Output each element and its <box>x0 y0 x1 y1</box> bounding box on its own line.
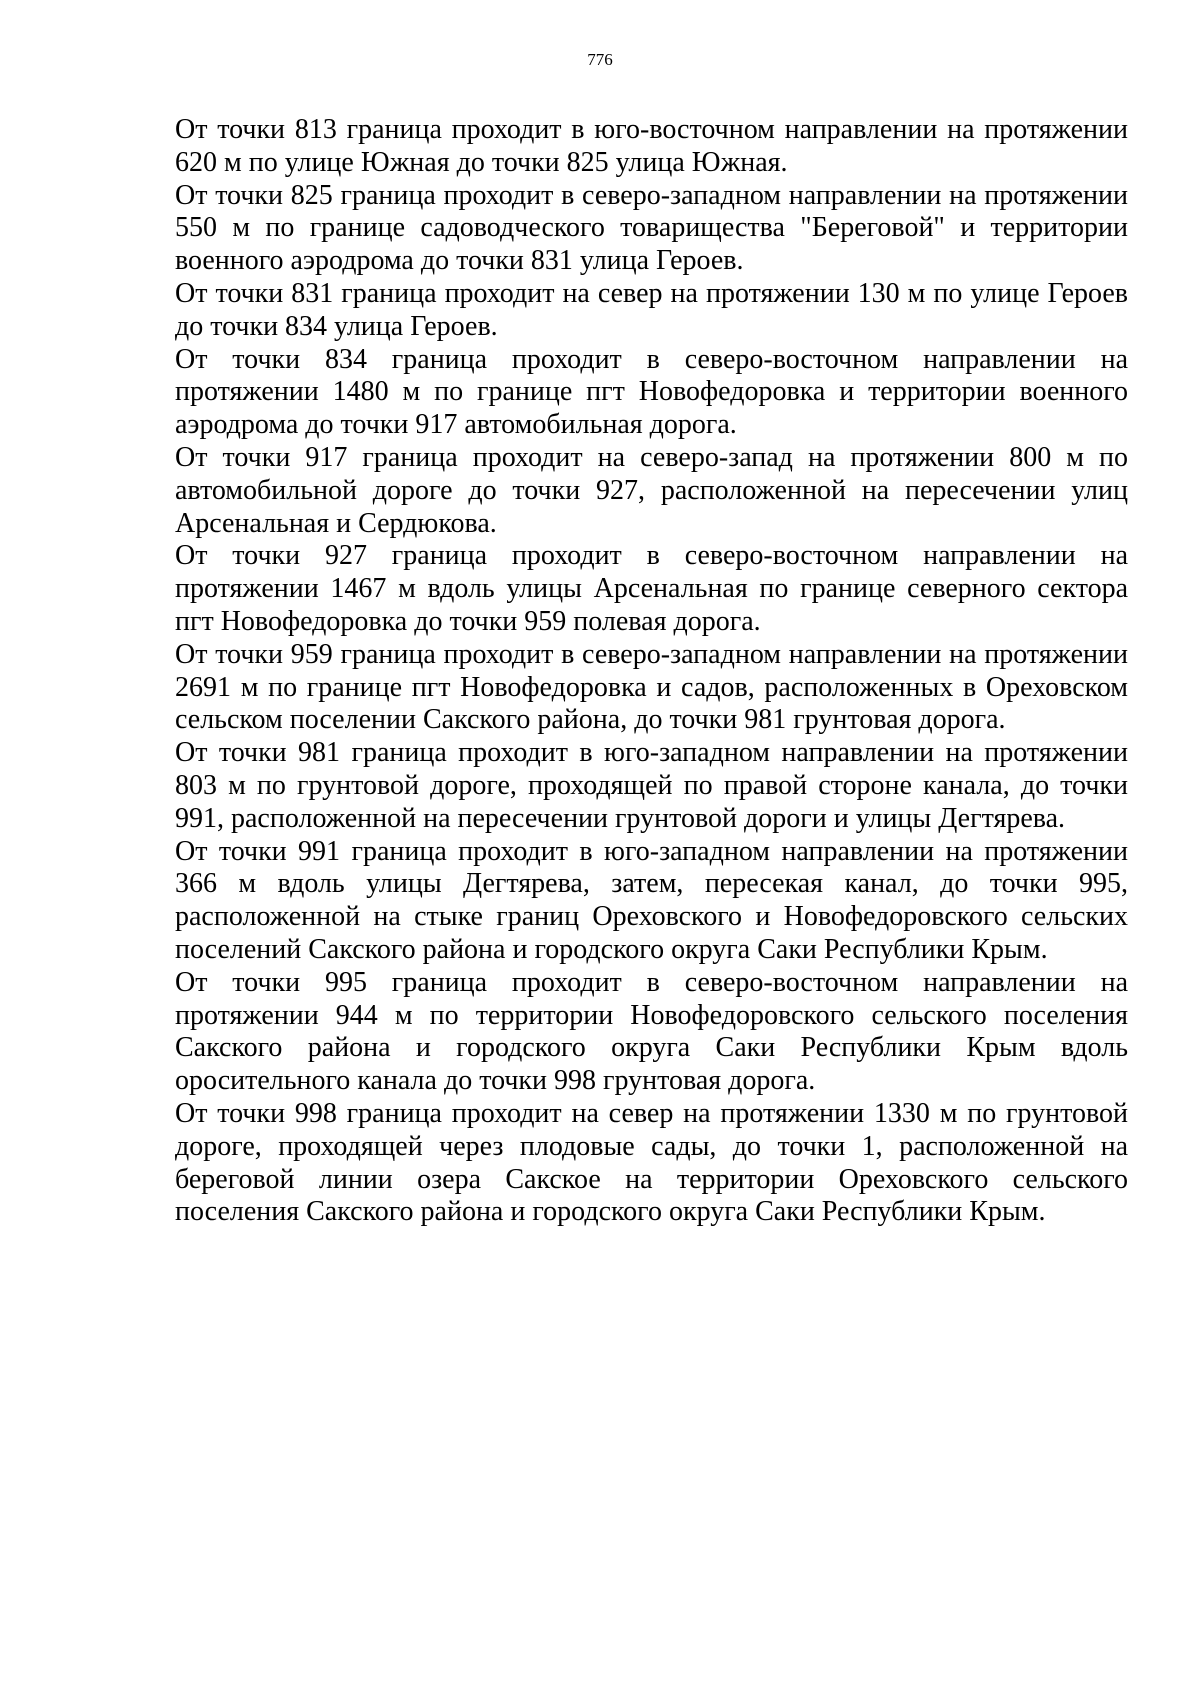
page-number: 776 <box>587 50 613 69</box>
paragraph-11: От точки 998 граница проходит на север на протяжении 1330 м по грунтовой дороге, проходящей через плодовые сады, до точки 1, расположенной на береговой линии озера Сакское на территории Ореховского сельского поселения Сакского района и городского округа Саки Республики Крым. <box>175 1097 1128 1228</box>
paragraph-10: От точки 995 граница проходит в северо-восточном направлении на протяжении 944 м по территории Новофедоровского сельского поселения Сакского района и городского округа Саки Республики Крым вдоль оросительного канала до точки 998 грунтовая дорога. <box>175 966 1128 1097</box>
paragraph-8: От точки 981 граница проходит в юго-западном направлении на протяжении 803 м по грунтовой дороге, проходящей по правой стороне канала, до точки 991, расположенной на пересечении грунтовой дороги и улицы Дегтярева. <box>175 737 1128 834</box>
paragraph-6: От точки 927 граница проходит в северо-восточном направлении на протяжении 1467 м вдоль улицы Арсенальная по границе северного сектора пгт Новофедоровка до точки 959 полевая дорога. <box>175 540 1128 637</box>
paragraph-4: От точки 834 граница проходит в северо-восточном направлении на протяжении 1480 м по границе пгт Новофедоровка и территории военного аэродрома до точки 917 автомобильная дорога. <box>175 343 1128 441</box>
document-body <box>175 114 1128 1229</box>
paragraph-5: От точки 917 граница проходит на северо-запад на протяжении 800 м по автомобильной дороге до точки 927, расположенной на пересечении улиц Арсенальная и Сердюкова. <box>175 441 1128 539</box>
paragraph-3: От точки 831 граница проходит на север на протяжении 130 м по улице Героев до точки 834 улица Героев. <box>175 277 1128 342</box>
paragraph-7: От точки 959 граница проходит в северо-западном направлении на протяжении 2691 м по границе пгт Новофедоровка и садов, расположенных в Ореховском сельском поселении Сакского района, до точки 981 грунтовая дорога. <box>175 638 1128 736</box>
paragraph-9: От точки 991 граница проходит в юго-западном направлении на протяжении 366 м вдоль улицы Дегтярева, затем, пересекая канал, до точки 995, расположенной на стыке границ Ореховского и Новофедоровского сельских поселений Сакского района и городского округа Саки Республики Крым. <box>175 835 1128 965</box>
paragraph-2: От точки 825 граница проходит в северо-западном направлении на протяжении 550 м по границе садоводческого товарищества "Береговой" и территории военного аэродрома до точки 831 улица Героев. <box>175 179 1128 277</box>
paragraph-1: От точки 813 граница проходит в юго-восточном направлении на протяжении 620 м по улице Южная до точки 825 улица Южная. <box>175 114 1128 178</box>
